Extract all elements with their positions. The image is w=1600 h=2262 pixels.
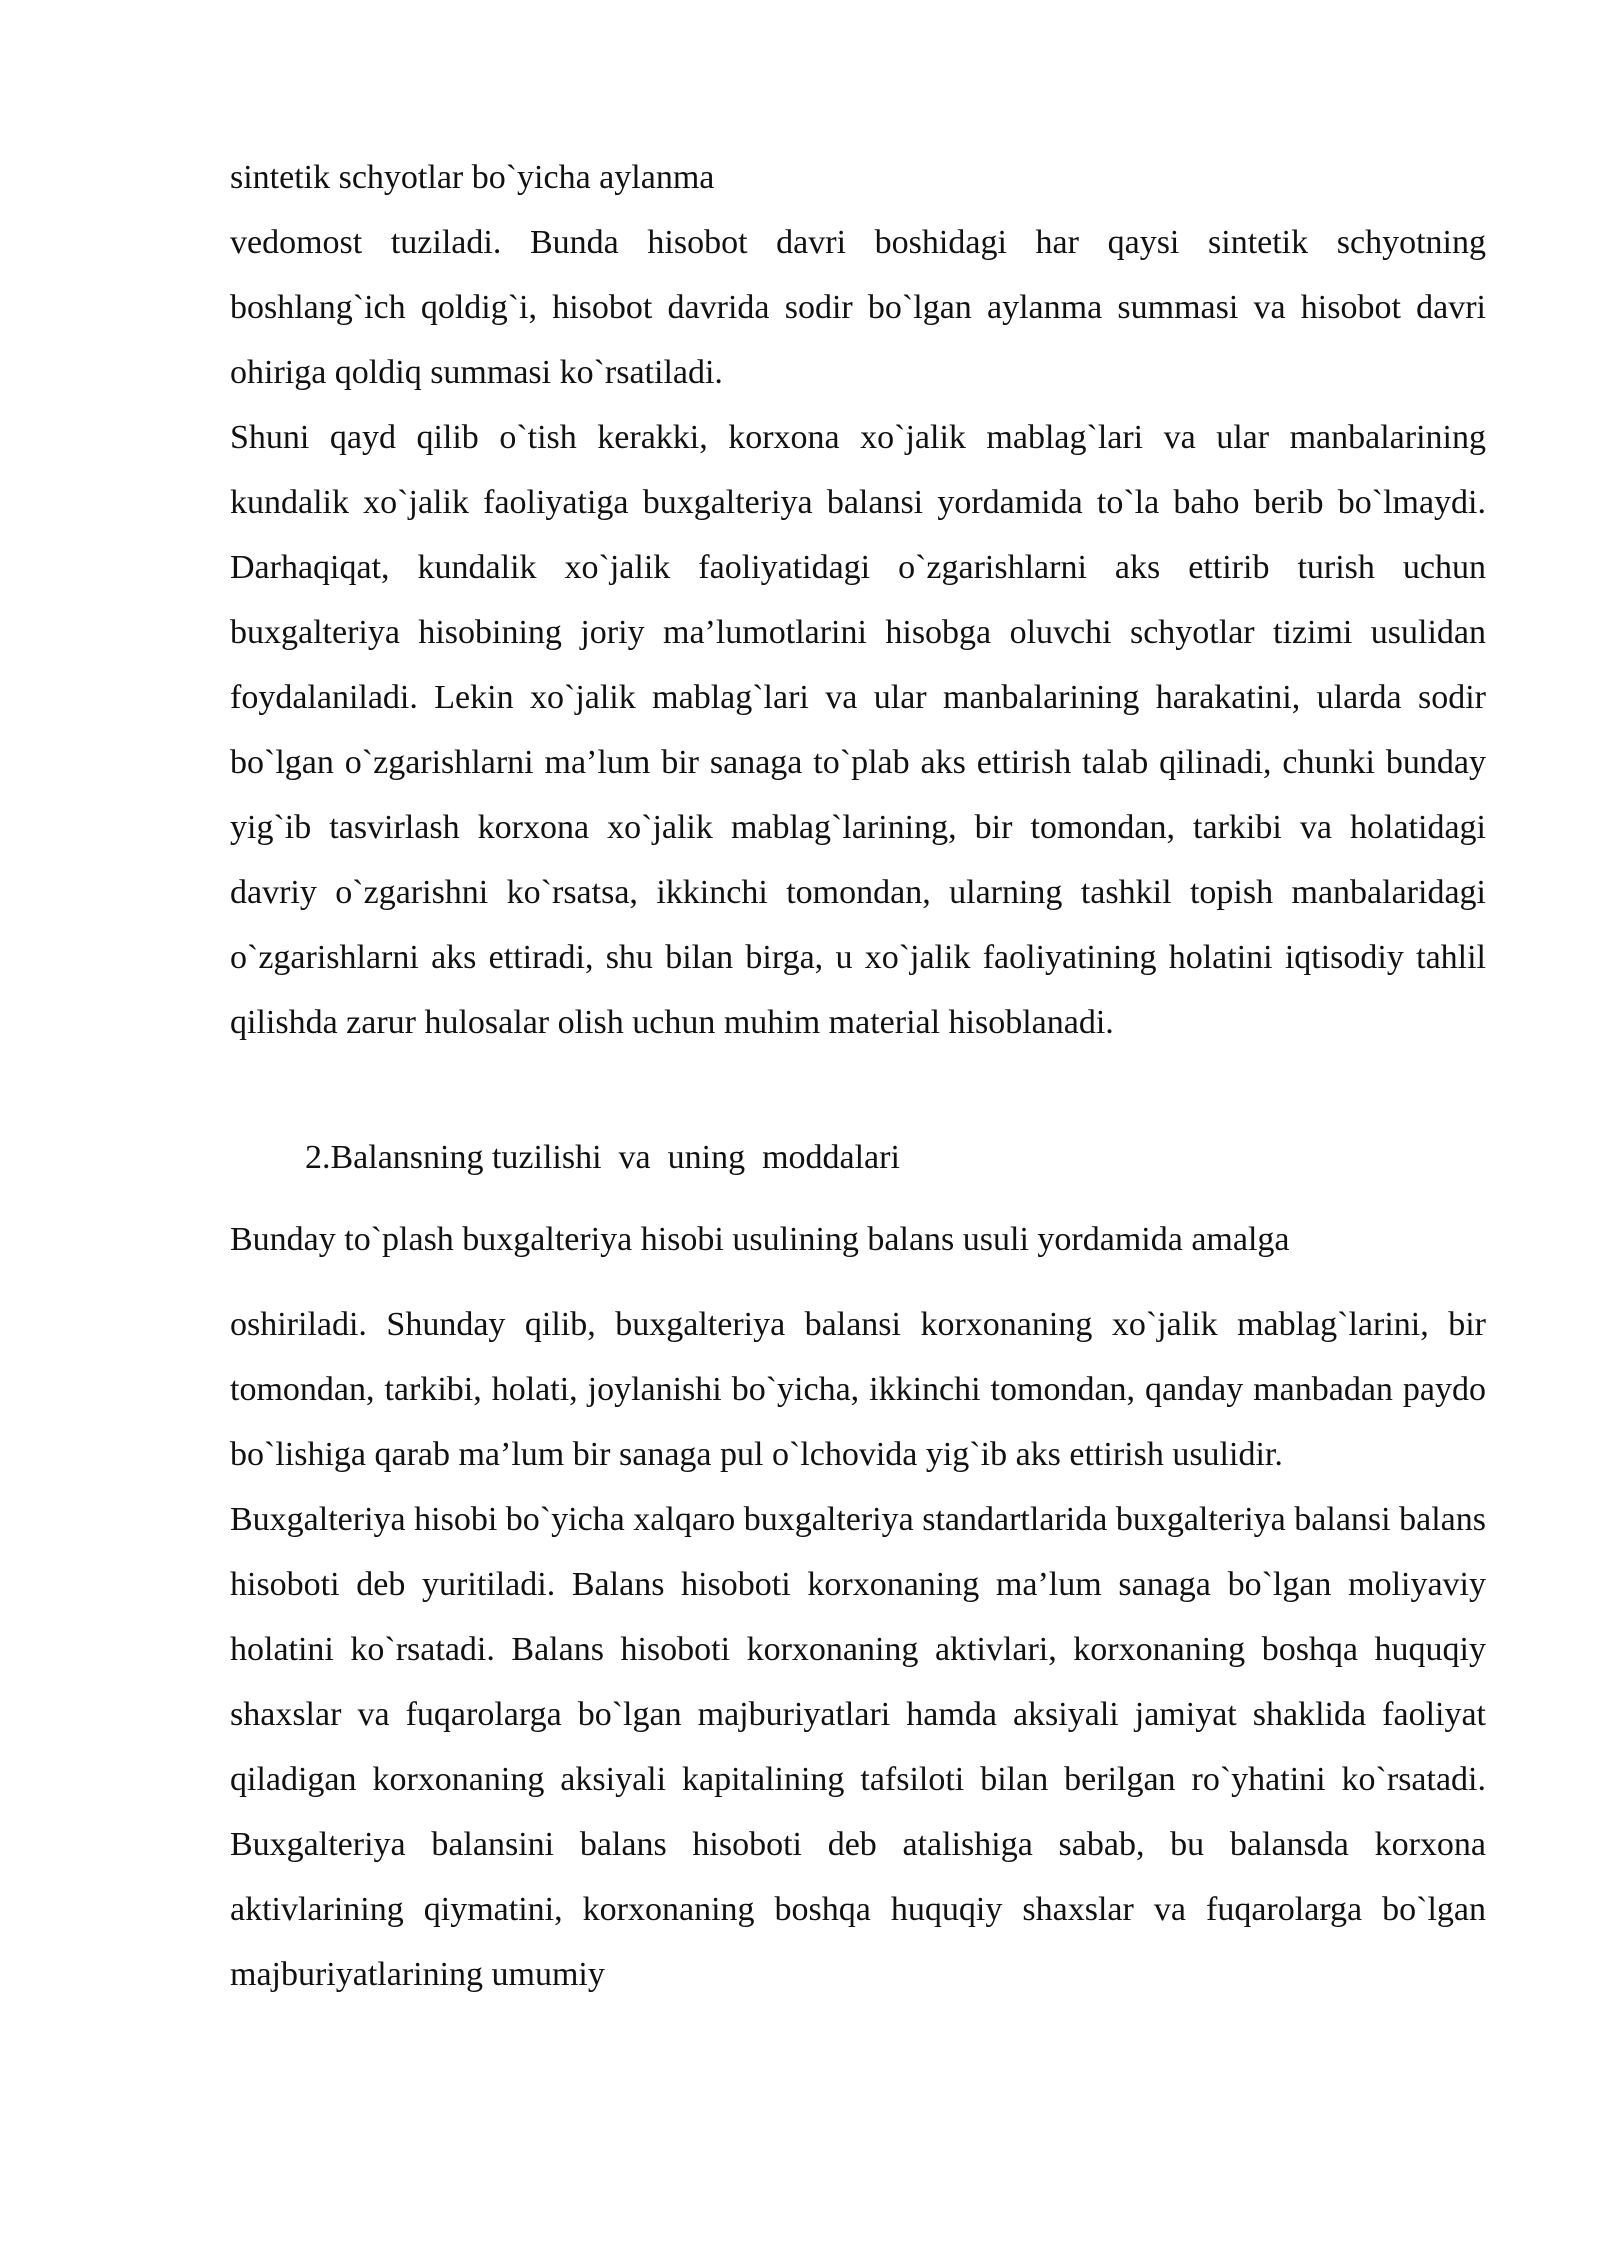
paragraph-vedomost: vedomost tuziladi. Bunda hisobot davri boshidagi har qaysi sintetik schyotning boshlang`ich qoldig`i, hisobot davrida sodir bo`lgan aylanma summasi va hisobot davri ohiriga qoldiq summasi ko`rsatiladi.	[230, 224, 1486, 391]
section-heading: 2.Balansning tuzilishi va uning moddalari	[305, 1139, 900, 1176]
text-block-upper	[230, 210, 1486, 1055]
paragraph-shuni: Shuni qayd qilib o`tish kerakki, korxona xo`jalik mablag`lari va ular manbalarining kundalik xo`jalik faoliyatiga buxgalteriya balansi yordamida to`la baho berib bo`lmaydi. Darhaqiqat, kundalik xo`jalik faoliyatidagi o`zgarishlarni aks ettirib turish uchun buxgalteriya hisobining joriy ma’lumotlarini hisobga oluvchi schyotlar tizimi usulidan foydalaniladi. Lekin xo`jalik mablag`lari va ular manbalarining harakatini, ularda sodir bo`lgan o`zgarishlarni ma’lum bir sanaga to`plab aks ettirish talab qilinadi, chunki bunday yig`ib tasvirlash korxona xo`jalik mablag`larining, bir tomondan, tarkibi va holatidagi davriy o`zgarishni ko`rsatsa, ikkinchi tomondan, ularning tashkil topish manbalaridagi o`zgarishlarni aks ettiradi, shu bilan birga, u xo`jalik faoliyatining holatini iqtisodiy tahlil qilishda zarur hulosalar olish uchun muhim material hisoblanadi.	[230, 419, 1486, 1041]
intro-line: sintetik schyotlar bo`yicha aylanma	[230, 159, 715, 196]
text-block-lower	[230, 1292, 1486, 2007]
bunday-line: Bunday to`plash buxgalteriya hisobi usulining balans usuli yordamida amalga	[230, 1221, 1290, 1258]
paragraph-buxgalteriya: Buxgalteriya hisobi bo`yicha xalqaro buxgalteriya standartlarida buxgalteriya balansi balans hisoboti deb yuritiladi. Balans hisoboti korxonaning ma’lum sanaga bo`lgan moliyaviy holatini ko`rsatadi. Balans hisoboti korxonaning aktivlari, korxonaning boshqa huquqiy shaxslar va fuqarolarga bo`lgan majburiyatlari hamda aksiyali jamiyat shaklida faoliyat qiladigan korxonaning aksiyali kapitalining tafsiloti bilan berilgan ro`yhatini ko`rsatadi. Buxgalteriya balansini balans hisoboti deb atalishiga sabab, bu balansda korxona aktivlarining qiymatini, korxonaning boshqa huquqiy shaxslar va fuqarolarga bo`lgan majburiyatlarining umumiy	[230, 1501, 1486, 1993]
paragraph-oshiriladi: oshiriladi. Shunday qilib, buxgalteriya balansi korxonaning xo`jalik mablag`larini, bir tomondan, tarkibi, holati, joylanishi bo`yicha, ikkinchi tomondan, qanday manbadan paydo bo`lishiga qarab ma’lum bir sanaga pul o`lchovida yig`ib aks ettirish usulidir.	[230, 1306, 1486, 1473]
